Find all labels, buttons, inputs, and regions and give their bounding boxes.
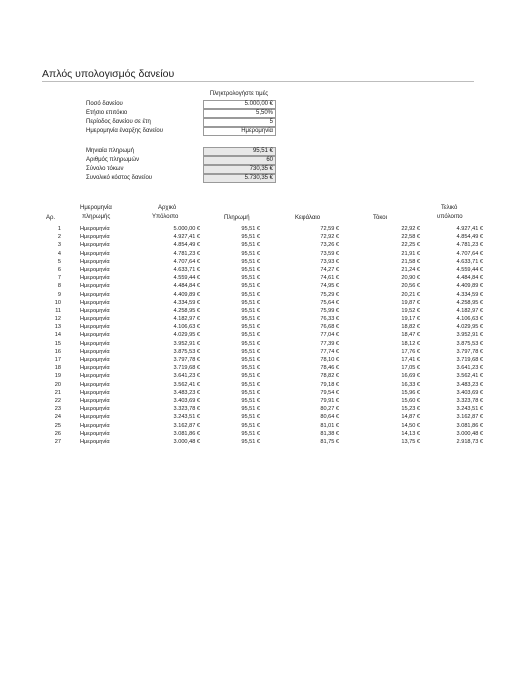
payment-number-cell: 17 bbox=[54, 357, 61, 363]
header-ending-line2: υπόλοιπο bbox=[437, 214, 463, 220]
header-principal: Κεφάλαιο bbox=[295, 215, 321, 221]
payment-amount-cell: 95,51 € bbox=[241, 381, 260, 388]
interest-amount-cell: 21,91 € bbox=[401, 250, 420, 257]
interest-amount-cell: 13,75 € bbox=[401, 438, 420, 445]
payment-number-cell: 19 bbox=[54, 373, 61, 380]
input-row-interest-rate bbox=[86, 109, 276, 118]
interest-amount-cell: 16,33 € bbox=[401, 381, 420, 388]
payment-amount-cell: 95,51 € bbox=[241, 266, 260, 273]
payment-date-cell: Ημερομηνία bbox=[80, 340, 110, 347]
table-row bbox=[0, 291, 520, 299]
payment-date-cell: Ημερομηνία bbox=[80, 414, 110, 421]
payment-amount-cell: 95,51 € bbox=[241, 438, 260, 445]
payment-date-cell: Ημερομηνία bbox=[80, 275, 110, 282]
payment-number-cell: 4 bbox=[57, 250, 61, 257]
interest-amount-cell: 19,52 € bbox=[401, 307, 420, 314]
payment-date-cell: Ημερομηνία bbox=[80, 430, 110, 437]
payment-number-cell: 13 bbox=[54, 324, 61, 331]
loan-years-input[interactable]: 5 bbox=[203, 118, 276, 127]
principal-amount-cell: 76,33 € bbox=[320, 316, 339, 323]
header-no: Αρ. bbox=[46, 215, 56, 221]
payment-number-cell: 26 bbox=[54, 430, 61, 437]
payment-amount-cell: 95,51 € bbox=[241, 430, 260, 437]
start-date-input[interactable]: Ημερομηνία bbox=[203, 127, 276, 136]
payment-date-cell: Ημερομηνία bbox=[80, 357, 110, 363]
loan-years-label: Περίοδος δανείου σε έτη bbox=[86, 119, 151, 125]
payment-amount-cell: 95,51 € bbox=[241, 332, 260, 339]
principal-amount-cell: 81,38 € bbox=[320, 430, 339, 437]
payment-date-cell: Ημερομηνία bbox=[80, 422, 110, 429]
payment-number-cell: 8 bbox=[57, 283, 61, 290]
payment-date-cell: Ημερομηνία bbox=[80, 250, 110, 257]
interest-amount-cell: 17,05 € bbox=[401, 365, 420, 372]
ending-balance-cell: 4.106,63 € bbox=[456, 316, 483, 323]
interest-rate-label: Ετήσιο επιτόκιο bbox=[86, 110, 128, 116]
beginning-balance-cell: 3.162,87 € bbox=[173, 422, 200, 429]
interest-amount-cell: 19,17 € bbox=[401, 316, 420, 323]
table-row bbox=[0, 364, 520, 372]
payment-date-cell: Ημερομηνία bbox=[80, 332, 110, 339]
table-row bbox=[0, 250, 520, 258]
total-cost-label: Συνολικό κόστος δανείου bbox=[86, 175, 153, 181]
payment-date-cell: Ημερομηνία bbox=[80, 234, 110, 241]
ending-balance-cell: 4.409,89 € bbox=[456, 283, 483, 290]
payment-amount-cell: 95,51 € bbox=[241, 250, 260, 257]
principal-amount-cell: 78,46 € bbox=[320, 365, 339, 372]
interest-amount-cell: 14,87 € bbox=[401, 414, 420, 421]
payment-amount-cell: 95,51 € bbox=[241, 283, 260, 290]
table-row bbox=[0, 356, 520, 364]
principal-amount-cell: 79,54 € bbox=[320, 389, 339, 396]
interest-amount-cell: 15,96 € bbox=[401, 389, 420, 396]
beginning-balance-cell: 4.106,63 € bbox=[173, 324, 200, 331]
payment-amount-cell: 95,51 € bbox=[241, 242, 260, 249]
payment-date-cell: Ημερομηνία bbox=[80, 242, 110, 249]
payment-number-cell: 12 bbox=[54, 316, 61, 323]
beginning-balance-cell: 3.081,86 € bbox=[173, 430, 200, 437]
payment-amount-cell: 95,51 € bbox=[241, 365, 260, 372]
ending-balance-cell: 4.633,71 € bbox=[456, 258, 483, 265]
payment-amount-cell: 95,51 € bbox=[241, 291, 260, 298]
payment-number-cell: 22 bbox=[54, 397, 61, 404]
input-row-start-date bbox=[86, 127, 276, 136]
summary-row-total-cost bbox=[86, 174, 276, 183]
loan-amount-label: Ποσό δανείου bbox=[86, 101, 123, 107]
payment-amount-cell: 95,51 € bbox=[241, 226, 260, 232]
principal-amount-cell: 81,01 € bbox=[320, 422, 339, 429]
payment-count-value: 60 bbox=[203, 156, 276, 165]
principal-amount-cell: 74,27 € bbox=[320, 266, 339, 273]
interest-amount-cell: 19,87 € bbox=[401, 299, 420, 306]
principal-amount-cell: 79,91 € bbox=[320, 397, 339, 404]
table-row bbox=[0, 323, 520, 331]
ending-balance-cell: 4.258,95 € bbox=[456, 299, 483, 306]
beginning-balance-cell: 4.258,95 € bbox=[173, 307, 200, 314]
payment-amount-cell: 95,51 € bbox=[241, 397, 260, 404]
table-row bbox=[0, 372, 520, 380]
payment-amount-cell: 95,51 € bbox=[241, 234, 260, 241]
payment-number-cell: 16 bbox=[54, 348, 61, 355]
interest-amount-cell: 18,82 € bbox=[401, 324, 420, 331]
loan-summary bbox=[86, 147, 276, 183]
table-row bbox=[0, 241, 520, 249]
ending-balance-cell: 3.952,91 € bbox=[456, 332, 483, 339]
payment-date-cell: Ημερομηνία bbox=[80, 438, 110, 445]
ending-balance-cell: 3.797,78 € bbox=[456, 348, 483, 355]
monthly-payment-label: Μηνιαία πληρωμή bbox=[86, 148, 134, 154]
table-row bbox=[0, 405, 520, 413]
header-ending-line1: Τελικό bbox=[441, 205, 458, 211]
payment-number-cell: 24 bbox=[54, 414, 61, 421]
table-row bbox=[0, 381, 520, 389]
interest-amount-cell: 14,50 € bbox=[401, 422, 420, 429]
payment-amount-cell: 95,51 € bbox=[241, 275, 260, 282]
interest-amount-cell: 22,25 € bbox=[401, 242, 420, 249]
payment-date-cell: Ημερομηνία bbox=[80, 406, 110, 413]
ending-balance-cell: 3.323,78 € bbox=[456, 397, 483, 404]
payment-date-cell: Ημερομηνία bbox=[80, 226, 110, 232]
table-row bbox=[0, 266, 520, 274]
ending-balance-cell: 4.484,84 € bbox=[456, 275, 483, 282]
payment-amount-cell: 95,51 € bbox=[241, 422, 260, 429]
table-row bbox=[0, 340, 520, 348]
page-title: Απλός υπολογισμός δανείου bbox=[42, 68, 175, 80]
table-row bbox=[0, 307, 520, 315]
total-interest-label: Σύνολο τόκων bbox=[86, 166, 124, 172]
payment-amount-cell: 95,51 € bbox=[241, 348, 260, 355]
payment-amount-cell: 95,51 € bbox=[241, 389, 260, 396]
payment-amount-cell: 95,51 € bbox=[241, 299, 260, 306]
interest-rate-input[interactable]: 5,50% bbox=[203, 109, 276, 118]
payment-count-label: Αριθμός πληρωμών bbox=[86, 157, 140, 163]
table-row bbox=[0, 274, 520, 282]
beginning-balance-cell: 3.875,53 € bbox=[173, 348, 200, 355]
ending-balance-cell: 3.403,69 € bbox=[456, 389, 483, 396]
header-interest: Τόκοι bbox=[373, 215, 387, 221]
payment-date-cell: Ημερομηνία bbox=[80, 348, 110, 355]
ending-balance-cell: 3.483,23 € bbox=[456, 381, 483, 388]
beginning-balance-cell: 4.633,71 € bbox=[173, 266, 200, 273]
payment-date-cell: Ημερομηνία bbox=[80, 365, 110, 372]
beginning-balance-cell: 3.562,41 € bbox=[173, 381, 200, 388]
schedule-header bbox=[0, 205, 520, 225]
ending-balance-cell: 4.781,23 € bbox=[456, 242, 483, 249]
beginning-balance-cell: 5.000,00 € bbox=[173, 226, 200, 232]
beginning-balance-cell: 3.719,68 € bbox=[173, 365, 200, 372]
beginning-balance-cell: 4.854,49 € bbox=[173, 242, 200, 249]
start-date-label: Ημερομηνία έναρξης δανείου bbox=[86, 128, 164, 134]
payment-date-cell: Ημερομηνία bbox=[80, 307, 110, 314]
payment-number-cell: 21 bbox=[54, 389, 61, 396]
table-row bbox=[0, 233, 520, 241]
ending-balance-cell: 3.719,68 € bbox=[456, 357, 483, 363]
principal-amount-cell: 76,68 € bbox=[320, 324, 339, 331]
input-row-loan-amount bbox=[86, 100, 276, 109]
table-row bbox=[0, 413, 520, 421]
principal-amount-cell: 75,64 € bbox=[320, 299, 339, 306]
beginning-balance-cell: 3.483,23 € bbox=[173, 389, 200, 396]
principal-amount-cell: 73,93 € bbox=[320, 258, 339, 265]
interest-amount-cell: 21,58 € bbox=[401, 258, 420, 265]
header-date-line1: Ημερομηνία bbox=[80, 205, 112, 211]
beginning-balance-cell: 4.927,41 € bbox=[173, 234, 200, 241]
interest-amount-cell: 14,13 € bbox=[401, 430, 420, 437]
interest-amount-cell: 16,69 € bbox=[401, 373, 420, 380]
interest-amount-cell: 17,76 € bbox=[401, 348, 420, 355]
ending-balance-cell: 4.927,41 € bbox=[456, 226, 483, 232]
monthly-payment-value: 95,51 € bbox=[203, 147, 276, 156]
ending-balance-cell: 4.182,97 € bbox=[456, 307, 483, 314]
principal-amount-cell: 75,29 € bbox=[320, 291, 339, 298]
schedule-body bbox=[0, 225, 520, 446]
payment-number-cell: 5 bbox=[57, 258, 61, 265]
interest-amount-cell: 15,60 € bbox=[401, 397, 420, 404]
table-row bbox=[0, 348, 520, 356]
beginning-balance-cell: 4.484,84 € bbox=[173, 283, 200, 290]
payment-number-cell: 27 bbox=[54, 438, 61, 445]
beginning-balance-cell: 4.559,44 € bbox=[173, 275, 200, 282]
beginning-balance-cell: 4.409,89 € bbox=[173, 291, 200, 298]
payment-number-cell: 3 bbox=[57, 242, 61, 249]
table-row bbox=[0, 299, 520, 307]
interest-amount-cell: 22,58 € bbox=[401, 234, 420, 241]
principal-amount-cell: 72,59 € bbox=[320, 226, 339, 232]
principal-amount-cell: 75,99 € bbox=[320, 307, 339, 314]
payment-number-cell: 14 bbox=[54, 332, 61, 339]
table-row bbox=[0, 430, 520, 438]
payment-number-cell: 6 bbox=[57, 266, 61, 273]
beginning-balance-cell: 3.403,69 € bbox=[173, 397, 200, 404]
principal-amount-cell: 81,75 € bbox=[320, 438, 339, 445]
payment-number-cell: 20 bbox=[54, 381, 61, 388]
principal-amount-cell: 77,39 € bbox=[320, 340, 339, 347]
interest-amount-cell: 17,41 € bbox=[401, 357, 420, 363]
payment-date-cell: Ημερομηνία bbox=[80, 291, 110, 298]
table-row bbox=[0, 389, 520, 397]
beginning-balance-cell: 4.182,97 € bbox=[173, 316, 200, 323]
payment-date-cell: Ημερομηνία bbox=[80, 299, 110, 306]
beginning-balance-cell: 3.641,23 € bbox=[173, 373, 200, 380]
payment-amount-cell: 95,51 € bbox=[241, 406, 260, 413]
table-row bbox=[0, 331, 520, 339]
principal-amount-cell: 72,92 € bbox=[320, 234, 339, 241]
principal-amount-cell: 74,95 € bbox=[320, 283, 339, 290]
total-cost-value: 5.730,35 € bbox=[203, 174, 276, 183]
interest-amount-cell: 20,90 € bbox=[401, 275, 420, 282]
payment-date-cell: Ημερομηνία bbox=[80, 324, 110, 331]
table-row bbox=[0, 422, 520, 430]
principal-amount-cell: 78,10 € bbox=[320, 357, 339, 363]
beginning-balance-cell: 4.029,95 € bbox=[173, 332, 200, 339]
beginning-balance-cell: 3.952,91 € bbox=[173, 340, 200, 347]
ending-balance-cell: 3.081,86 € bbox=[456, 422, 483, 429]
principal-amount-cell: 80,27 € bbox=[320, 406, 339, 413]
beginning-balance-cell: 4.334,59 € bbox=[173, 299, 200, 306]
interest-amount-cell: 18,12 € bbox=[401, 340, 420, 347]
payment-number-cell: 11 bbox=[55, 307, 61, 314]
summary-row-payment-count bbox=[86, 156, 276, 165]
beginning-balance-cell: 3.000,48 € bbox=[173, 438, 200, 445]
payment-number-cell: 9 bbox=[57, 291, 61, 298]
principal-amount-cell: 73,26 € bbox=[320, 242, 339, 249]
payment-amount-cell: 95,51 € bbox=[241, 414, 260, 421]
principal-amount-cell: 77,74 € bbox=[320, 348, 339, 355]
payment-amount-cell: 95,51 € bbox=[241, 340, 260, 347]
header-date-line2: πληρωμής bbox=[82, 214, 111, 220]
payment-date-cell: Ημερομηνία bbox=[80, 266, 110, 273]
ending-balance-cell: 3.000,48 € bbox=[456, 430, 483, 437]
payment-date-cell: Ημερομηνία bbox=[80, 258, 110, 265]
interest-amount-cell: 18,47 € bbox=[401, 332, 420, 339]
ending-balance-cell: 3.875,53 € bbox=[456, 340, 483, 347]
principal-amount-cell: 79,18 € bbox=[320, 381, 339, 388]
principal-amount-cell: 77,04 € bbox=[320, 332, 339, 339]
payment-date-cell: Ημερομηνία bbox=[80, 389, 110, 396]
payment-date-cell: Ημερομηνία bbox=[80, 373, 110, 380]
ending-balance-cell: 4.559,44 € bbox=[456, 266, 483, 273]
payment-number-cell: 10 bbox=[54, 299, 61, 306]
principal-amount-cell: 78,82 € bbox=[320, 373, 339, 380]
principal-amount-cell: 74,61 € bbox=[320, 275, 339, 282]
payment-date-cell: Ημερομηνία bbox=[80, 397, 110, 404]
ending-balance-cell: 3.162,87 € bbox=[456, 414, 483, 421]
interest-amount-cell: 15,23 € bbox=[401, 406, 420, 413]
beginning-balance-cell: 3.243,51 € bbox=[173, 414, 200, 421]
interest-amount-cell: 21,24 € bbox=[401, 266, 420, 273]
ending-balance-cell: 3.562,41 € bbox=[456, 373, 483, 380]
ending-balance-cell: 4.334,59 € bbox=[456, 291, 483, 298]
input-row-loan-years bbox=[86, 118, 276, 127]
interest-amount-cell: 20,56 € bbox=[401, 283, 420, 290]
header-payment: Πληρωμή bbox=[224, 215, 250, 221]
payment-number-cell: 1 bbox=[57, 226, 61, 232]
payment-number-cell: 18 bbox=[54, 365, 61, 372]
interest-amount-cell: 22,92 € bbox=[401, 226, 420, 232]
table-row bbox=[0, 438, 520, 446]
payment-amount-cell: 95,51 € bbox=[241, 373, 260, 380]
payment-number-cell: 2 bbox=[57, 234, 61, 241]
payment-amount-cell: 95,51 € bbox=[241, 357, 260, 363]
summary-row-monthly-payment bbox=[86, 147, 276, 156]
beginning-balance-cell: 4.707,64 € bbox=[173, 258, 200, 265]
principal-amount-cell: 73,59 € bbox=[320, 250, 339, 257]
table-row bbox=[0, 315, 520, 323]
beginning-balance-cell: 3.323,78 € bbox=[173, 406, 200, 413]
payment-amount-cell: 95,51 € bbox=[241, 258, 260, 265]
ending-balance-cell: 3.243,51 € bbox=[456, 406, 483, 413]
title-divider bbox=[42, 81, 474, 82]
payment-amount-cell: 95,51 € bbox=[241, 307, 260, 314]
table-row bbox=[0, 258, 520, 266]
ending-balance-cell: 2.918,73 € bbox=[456, 438, 483, 445]
payment-date-cell: Ημερομηνία bbox=[80, 283, 110, 290]
payment-amount-cell: 95,51 € bbox=[241, 324, 260, 331]
payment-date-cell: Ημερομηνία bbox=[80, 316, 110, 323]
summary-row-total-interest bbox=[86, 165, 276, 174]
payment-number-cell: 7 bbox=[57, 275, 61, 282]
principal-amount-cell: 80,64 € bbox=[320, 414, 339, 421]
payment-date-cell: Ημερομηνία bbox=[80, 381, 110, 388]
ending-balance-cell: 3.641,23 € bbox=[456, 365, 483, 372]
beginning-balance-cell: 4.781,23 € bbox=[173, 250, 200, 257]
enter-values-header: Πληκτρολογήστε τιμές bbox=[209, 91, 269, 97]
beginning-balance-cell: 3.797,78 € bbox=[173, 357, 200, 363]
ending-balance-cell: 4.707,64 € bbox=[456, 250, 483, 257]
loan-inputs bbox=[86, 100, 276, 136]
table-row bbox=[0, 397, 520, 405]
header-beginning-line2: Υπόλοιπο bbox=[152, 214, 179, 220]
total-interest-value: 730,35 € bbox=[203, 165, 276, 174]
interest-amount-cell: 20,21 € bbox=[401, 291, 420, 298]
ending-balance-cell: 4.854,49 € bbox=[456, 234, 483, 241]
payment-number-cell: 15 bbox=[54, 340, 61, 347]
payment-number-cell: 23 bbox=[54, 406, 61, 413]
table-row bbox=[0, 225, 520, 233]
ending-balance-cell: 4.029,95 € bbox=[456, 324, 483, 331]
table-row bbox=[0, 282, 520, 290]
payment-amount-cell: 95,51 € bbox=[241, 316, 260, 323]
loan-amount-input[interactable]: 5.000,00 € bbox=[203, 100, 276, 109]
header-beginning-line1: Αρχικό bbox=[158, 205, 177, 211]
payment-number-cell: 25 bbox=[54, 422, 61, 429]
